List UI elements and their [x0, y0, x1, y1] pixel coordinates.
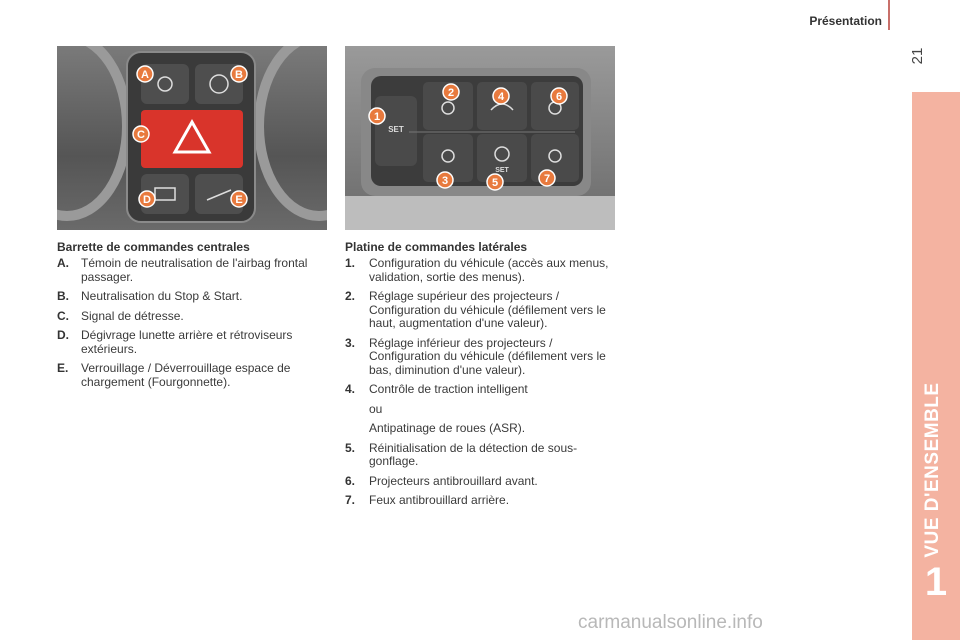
set-button-label: SET [388, 125, 404, 134]
callout-2 [443, 84, 459, 100]
tyre-pressure-button [477, 134, 527, 182]
list-item: Antipatinage de roues (ASR). [369, 421, 526, 435]
list-item: 6. Projecteurs antibrouillard avant. [345, 473, 538, 488]
chapter-number: 1 [924, 560, 948, 604]
svg-text:C: C [137, 129, 145, 141]
list-item: 2. Réglage supérieur des projecteurs / Configuration du véhicule (défilement vers le haut, augmentation d'une valeur). [345, 289, 606, 330]
callout-A [137, 66, 153, 82]
svg-text:A: A [141, 69, 149, 81]
header-rule [888, 0, 890, 30]
svg-text:E: E [235, 194, 243, 206]
side-controls-title: Platine de commandes latérales [345, 240, 528, 254]
callout-E [231, 191, 247, 207]
callout-B [231, 66, 247, 82]
central-controls-title: Barrette de commandes centrales [57, 240, 250, 254]
callout-3 [437, 172, 453, 188]
svg-text:3: 3 [441, 175, 449, 187]
list-item: 4. Contrôle de traction intelligent [345, 382, 528, 396]
callout-1 [369, 108, 385, 124]
svg-text:B: B [235, 69, 243, 81]
list-item: ou [369, 401, 383, 416]
central-controls-list [57, 257, 329, 395]
list-item: A. Témoin de neutralisation de l'airbag frontal passager. [57, 256, 308, 284]
central-controls-photo [57, 46, 327, 230]
callout-6 [551, 88, 567, 104]
side-controls-photo [345, 46, 615, 230]
svg-text:D: D [143, 194, 151, 206]
side-controls-illustration [345, 46, 615, 230]
list-item: B. Neutralisation du Stop & Start. [57, 289, 243, 303]
side-controls-list [345, 257, 615, 514]
central-controls-illustration [57, 46, 327, 230]
svg-text:7: 7 [543, 173, 551, 185]
left-air-vent [57, 46, 127, 216]
svg-text:4: 4 [497, 91, 505, 103]
callout-4 [493, 88, 509, 104]
callout-C [133, 126, 149, 142]
svg-text:1: 1 [373, 111, 381, 123]
list-item: 5. Réinitialisation de la détection de sous-gonflage. [345, 440, 578, 468]
list-item: 1. Configuration du véhicule (accès aux menus, validation, sortie des menus). [345, 256, 609, 284]
list-item: D. Dégivrage lunette arrière et rétroviseurs extérieurs. [57, 328, 293, 356]
svg-text:5: 5 [491, 177, 499, 189]
list-item: E. Verrouillage / Déverrouillage espace de chargement (Fourgonnette). [57, 361, 291, 389]
tyre-set-label: SET [495, 167, 509, 174]
page-number: 21 [909, 47, 926, 65]
hazard-button [141, 110, 243, 168]
callout-5 [487, 174, 503, 190]
list-item: 3. Réglage inférieur des projecteurs / Configuration du véhicule (défilement vers le bas, diminution d'une valeur). [345, 335, 606, 377]
section-title: Présentation [809, 14, 882, 28]
callout-D [139, 191, 155, 207]
list-item: C. Signal de détresse. [57, 308, 184, 323]
right-air-vent [259, 46, 327, 216]
svg-text:6: 6 [555, 91, 563, 103]
watermark: carmanualsonline.info [578, 612, 763, 633]
callout-7 [539, 170, 555, 186]
dashboard-lower [345, 196, 615, 230]
list-item: 7. Feux antibrouillard arrière. [345, 493, 510, 507]
svg-text:2: 2 [447, 87, 455, 99]
chapter-tab-label: VUE D'ENSEMBLE [922, 382, 943, 558]
